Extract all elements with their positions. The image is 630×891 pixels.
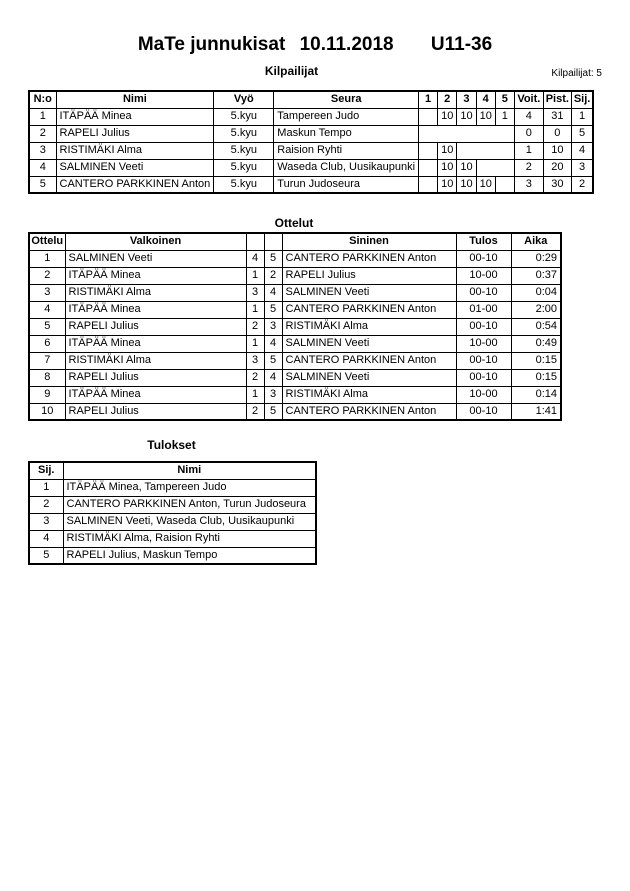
cell-time: 0:15: [511, 369, 561, 386]
col-header-voit: Voit.: [514, 91, 543, 108]
match-row: [29, 318, 561, 335]
cell-score-4: [476, 142, 495, 159]
cell-score-3: [457, 142, 476, 159]
col-header-pist: Pist.: [543, 91, 571, 108]
cell-voit: 4: [514, 108, 543, 125]
cell-nimi: ITÄPÄÄ Minea: [56, 108, 214, 125]
cell-match-no: 2: [29, 267, 65, 284]
cell-score-5: [495, 176, 514, 193]
cell-score-3: 10: [457, 176, 476, 193]
match-row: [29, 284, 561, 301]
col-header-vyo: Vyö: [214, 91, 274, 108]
result-row: [29, 479, 316, 496]
cell-blue-name: CANTERO PARKKINEN Anton: [282, 352, 456, 369]
col-header-nimi: Nimi: [56, 91, 214, 108]
cell-result: 00-10: [456, 284, 511, 301]
cell-blue-name: RAPELI Julius: [282, 267, 456, 284]
cell-blue-name: RISTIMÄKI Alma: [282, 386, 456, 403]
match-row: [29, 386, 561, 403]
match-row: [29, 335, 561, 352]
cell-result: 01-00: [456, 301, 511, 318]
cell-score-2: 10: [438, 142, 457, 159]
match-row: [29, 267, 561, 284]
cell-time: 1:41: [511, 403, 561, 420]
cell-place: 3: [29, 513, 63, 530]
page-title: [0, 34, 630, 56]
cell-voit: 1: [514, 142, 543, 159]
cell-score-1: [419, 176, 438, 193]
cell-score-4: [476, 125, 495, 142]
cell-nimi: RISTIMÄKI Alma: [56, 142, 214, 159]
cell-score-3: [457, 125, 476, 142]
cell-match-no: 4: [29, 301, 65, 318]
match-row: [29, 369, 561, 386]
cell-result: 10-00: [456, 267, 511, 284]
cell-white-no: 2: [246, 318, 264, 335]
cell-white-name: SALMINEN Veeti: [65, 250, 246, 267]
cell-match-no: 9: [29, 386, 65, 403]
cell-white-no: 3: [246, 352, 264, 369]
competitor-row: [29, 108, 593, 125]
cell-score-4: 10: [476, 108, 495, 125]
cell-match-no: 8: [29, 369, 65, 386]
cell-score-5: [495, 142, 514, 159]
section-title-kilpailijat: Kilpailijat: [264, 64, 319, 78]
cell-blue-no: 4: [264, 335, 282, 352]
cell-blue-no: 5: [264, 352, 282, 369]
matches-table: [28, 232, 562, 421]
cell-seura: Tampereen Judo: [274, 108, 419, 125]
cell-white-no: 3: [246, 284, 264, 301]
cell-blue-name: SALMINEN Veeti: [282, 335, 456, 352]
cell-sij: 1: [571, 108, 593, 125]
cell-seura: Turun Judoseura: [274, 176, 419, 193]
cell-name-club: RAPELI Julius, Maskun Tempo: [63, 547, 316, 564]
cell-blue-no: 4: [264, 369, 282, 386]
cell-no: 4: [29, 159, 56, 176]
cell-name-club: CANTERO PARKKINEN Anton, Turun Judoseura: [63, 496, 316, 513]
cell-white-name: RAPELI Julius: [65, 318, 246, 335]
cell-time: 0:54: [511, 318, 561, 335]
cell-name-club: SALMINEN Veeti, Waseda Club, Uusikaupunki: [63, 513, 316, 530]
col-header-seura: Seura: [274, 91, 419, 108]
cell-score-5: 1: [495, 108, 514, 125]
cell-result: 00-10: [456, 369, 511, 386]
cell-time: 0:14: [511, 386, 561, 403]
cell-blue-no: 5: [264, 301, 282, 318]
col-header-no: N:o: [29, 91, 56, 108]
cell-voit: 0: [514, 125, 543, 142]
cell-score-3: 10: [457, 159, 476, 176]
cell-score-2: 10: [438, 159, 457, 176]
cell-no: 5: [29, 176, 56, 193]
col-header-3: 3: [457, 91, 476, 108]
result-row: [29, 496, 316, 513]
cell-score-2: 10: [438, 176, 457, 193]
cell-white-no: 2: [246, 403, 264, 420]
cell-nimi: CANTERO PARKKINEN Anton: [56, 176, 214, 193]
cell-time: 0:15: [511, 352, 561, 369]
cell-blue-no: 3: [264, 386, 282, 403]
cell-white-no: 1: [246, 386, 264, 403]
cell-nimi: SALMINEN Veeti: [56, 159, 214, 176]
result-row: [29, 547, 316, 564]
cell-white-name: ITÄPÄÄ Minea: [65, 267, 246, 284]
col-header-valkoinen: Valkoinen: [65, 233, 246, 250]
col-header-tulos: Tulos: [456, 233, 511, 250]
cell-score-4: 10: [476, 176, 495, 193]
title-event: MaTe junnukisat: [137, 34, 286, 55]
cell-blue-name: SALMINEN Veeti: [282, 369, 456, 386]
cell-white-name: ITÄPÄÄ Minea: [65, 335, 246, 352]
section-title-ottelut: Ottelut: [274, 216, 314, 230]
cell-score-2: [438, 125, 457, 142]
cell-voit: 3: [514, 176, 543, 193]
match-row: [29, 403, 561, 420]
cell-result: 10-00: [456, 386, 511, 403]
cell-time: 2:00: [511, 301, 561, 318]
cell-white-name: RAPELI Julius: [65, 369, 246, 386]
cell-seura: Maskun Tempo: [274, 125, 419, 142]
col-header-4: 4: [476, 91, 495, 108]
col-header-aika: Aika: [511, 233, 561, 250]
cell-match-no: 5: [29, 318, 65, 335]
cell-blue-no: 2: [264, 267, 282, 284]
cell-match-no: 10: [29, 403, 65, 420]
cell-score-5: [495, 159, 514, 176]
cell-vyo: 5.kyu: [214, 125, 274, 142]
cell-blue-no: 3: [264, 318, 282, 335]
cell-result: 00-10: [456, 352, 511, 369]
col-header-sij: Sij.: [571, 91, 593, 108]
cell-score-1: [419, 108, 438, 125]
cell-score-1: [419, 142, 438, 159]
cell-match-no: 7: [29, 352, 65, 369]
cell-white-no: 1: [246, 301, 264, 318]
cell-blue-name: CANTERO PARKKINEN Anton: [282, 250, 456, 267]
cell-result: 10-00: [456, 335, 511, 352]
cell-no: 1: [29, 108, 56, 125]
cell-place: 5: [29, 547, 63, 564]
cell-blue-name: RISTIMÄKI Alma: [282, 318, 456, 335]
cell-white-name: RISTIMÄKI Alma: [65, 284, 246, 301]
cell-score-5: [495, 125, 514, 142]
match-row: [29, 352, 561, 369]
result-row: [29, 513, 316, 530]
table-header-row: [29, 462, 316, 479]
cell-blue-no: 5: [264, 403, 282, 420]
col-header-white-no: [246, 233, 264, 250]
cell-score-1: [419, 159, 438, 176]
cell-score-2: 10: [438, 108, 457, 125]
cell-white-name: ITÄPÄÄ Minea: [65, 301, 246, 318]
cell-result: 00-10: [456, 403, 511, 420]
cell-time: 0:04: [511, 284, 561, 301]
cell-white-no: 4: [246, 250, 264, 267]
cell-time: 0:29: [511, 250, 561, 267]
table-header-row: [29, 233, 561, 250]
cell-sij: 4: [571, 142, 593, 159]
cell-blue-name: SALMINEN Veeti: [282, 284, 456, 301]
cell-voit: 2: [514, 159, 543, 176]
cell-time: 0:49: [511, 335, 561, 352]
title-date: 10.11.2018: [299, 34, 394, 55]
competitor-row: [29, 159, 593, 176]
cell-vyo: 5.kyu: [214, 159, 274, 176]
cell-vyo: 5.kyu: [214, 142, 274, 159]
cell-pist: 10: [543, 142, 571, 159]
cell-sij: 3: [571, 159, 593, 176]
cell-sij: 5: [571, 125, 593, 142]
cell-pist: 30: [543, 176, 571, 193]
cell-blue-name: CANTERO PARKKINEN Anton: [282, 301, 456, 318]
col-header-nimi: Nimi: [63, 462, 316, 479]
cell-score-3: 10: [457, 108, 476, 125]
match-row: [29, 250, 561, 267]
cell-white-name: RISTIMÄKI Alma: [65, 352, 246, 369]
cell-place: 4: [29, 530, 63, 547]
col-header-5: 5: [495, 91, 514, 108]
cell-name-club: RISTIMÄKI Alma, Raision Ryhti: [63, 530, 316, 547]
col-header-sij: Sij.: [29, 462, 63, 479]
cell-vyo: 5.kyu: [214, 108, 274, 125]
col-header-ottelu: Ottelu: [29, 233, 65, 250]
cell-blue-no: 5: [264, 250, 282, 267]
col-header-2: 2: [438, 91, 457, 108]
cell-white-no: 1: [246, 335, 264, 352]
cell-white-no: 2: [246, 369, 264, 386]
cell-blue-name: CANTERO PARKKINEN Anton: [282, 403, 456, 420]
cell-white-no: 1: [246, 267, 264, 284]
cell-score-1: [419, 125, 438, 142]
cell-name-club: ITÄPÄÄ Minea, Tampereen Judo: [63, 479, 316, 496]
cell-no: 3: [29, 142, 56, 159]
cell-pist: 20: [543, 159, 571, 176]
cell-place: 1: [29, 479, 63, 496]
cell-blue-no: 4: [264, 284, 282, 301]
title-category: U11-36: [430, 34, 493, 55]
cell-pist: 0: [543, 125, 571, 142]
competitors-table: [28, 90, 594, 194]
cell-match-no: 6: [29, 335, 65, 352]
cell-result: 00-10: [456, 318, 511, 335]
match-row: [29, 301, 561, 318]
cell-pist: 31: [543, 108, 571, 125]
cell-score-4: [476, 159, 495, 176]
col-header-1: 1: [419, 91, 438, 108]
cell-place: 2: [29, 496, 63, 513]
competitor-row: [29, 142, 593, 159]
cell-time: 0:37: [511, 267, 561, 284]
cell-white-name: RAPELI Julius: [65, 403, 246, 420]
col-header-blue-no: [264, 233, 282, 250]
results-table: [28, 461, 317, 565]
cell-sij: 2: [571, 176, 593, 193]
col-header-sininen: Sininen: [282, 233, 456, 250]
result-row: [29, 530, 316, 547]
competitor-row: [29, 176, 593, 193]
section-title-tulokset: Tulokset: [147, 438, 196, 452]
cell-vyo: 5.kyu: [214, 176, 274, 193]
competitor-count: Kilpailijat: 5: [551, 68, 602, 79]
cell-result: 00-10: [456, 250, 511, 267]
cell-match-no: 1: [29, 250, 65, 267]
cell-seura: Waseda Club, Uusikaupunki: [274, 159, 419, 176]
cell-match-no: 3: [29, 284, 65, 301]
table-header-row: [29, 91, 593, 108]
cell-white-name: ITÄPÄÄ Minea: [65, 386, 246, 403]
cell-nimi: RAPELI Julius: [56, 125, 214, 142]
competitor-row: [29, 125, 593, 142]
cell-no: 2: [29, 125, 56, 142]
cell-seura: Raision Ryhti: [274, 142, 419, 159]
